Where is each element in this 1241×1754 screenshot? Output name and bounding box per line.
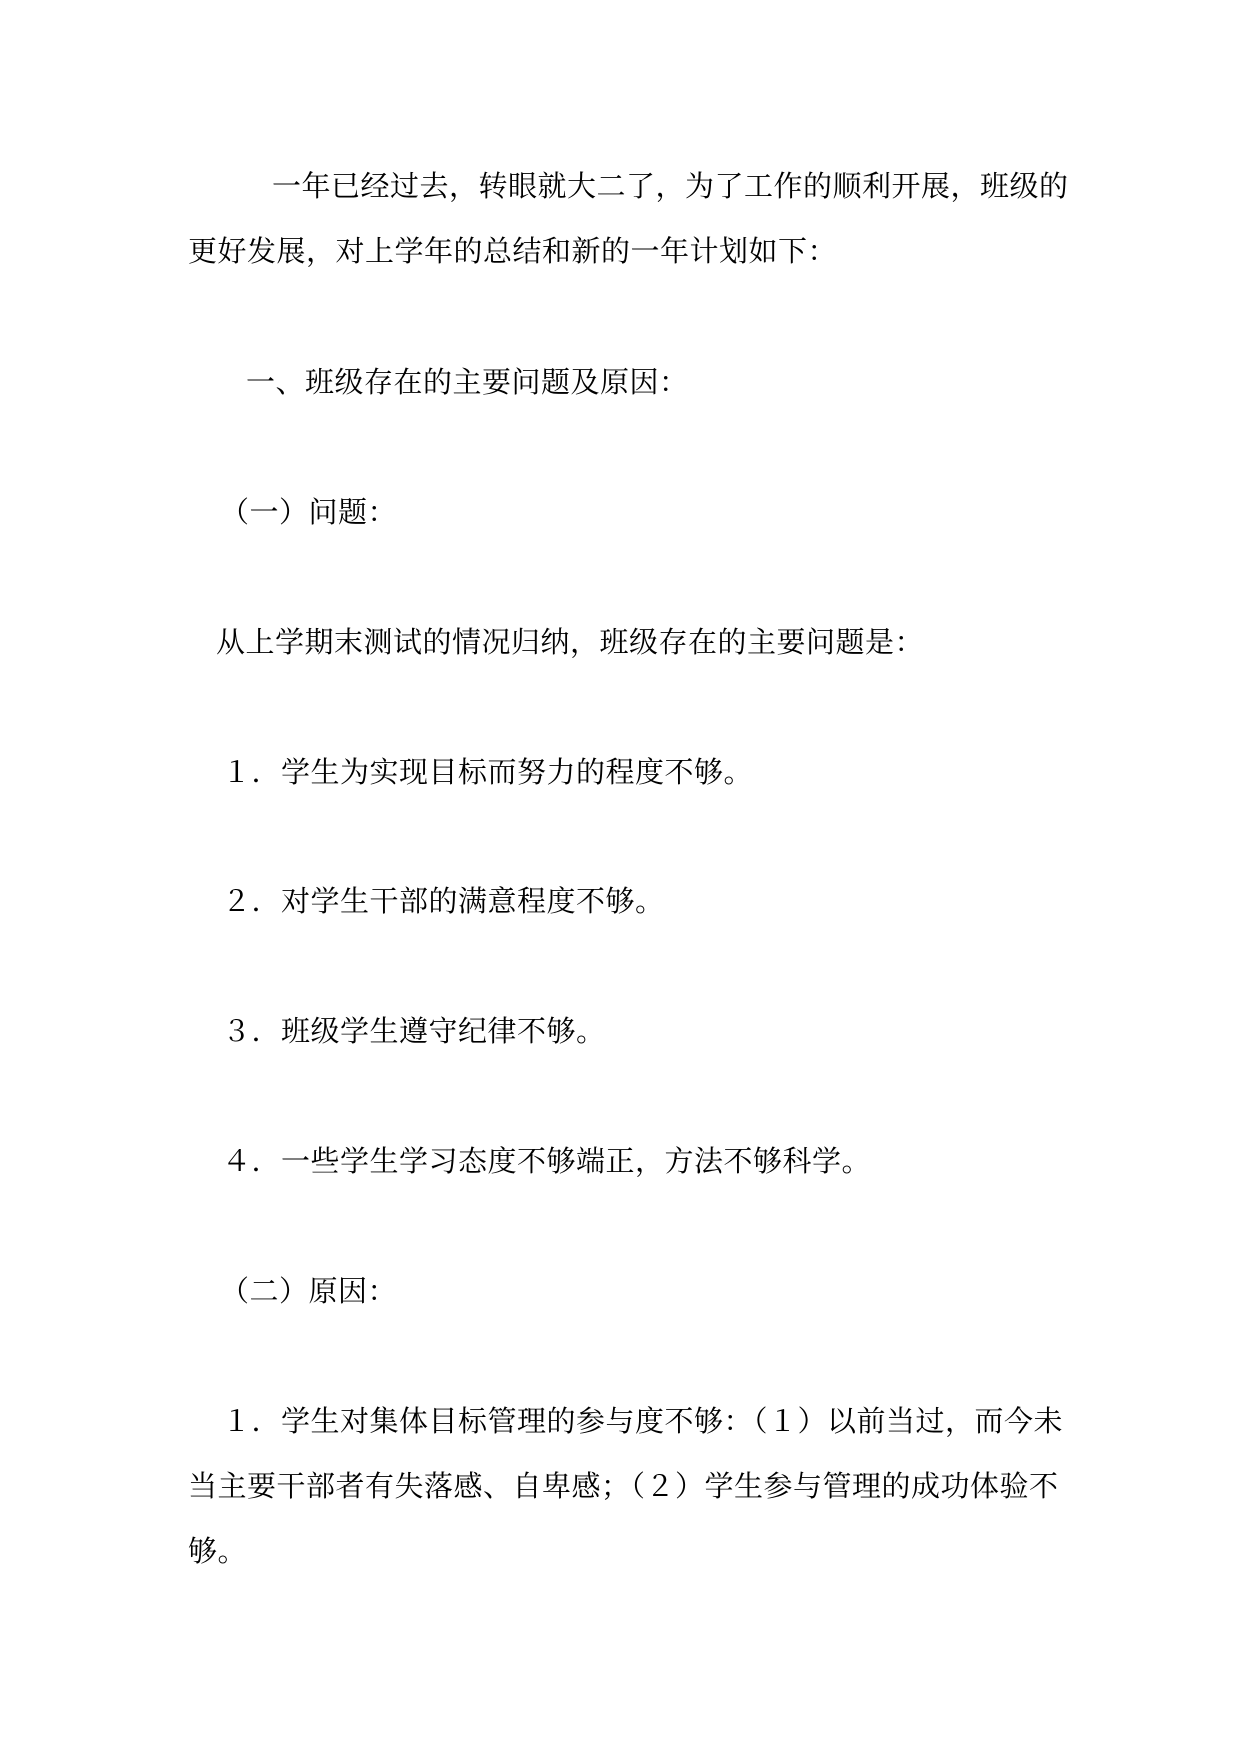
problem-item-2: ２．对学生干部的满意程度不够。 [222, 884, 665, 918]
reason-item-1-line-3: 够。 [188, 1534, 248, 1568]
problem-item-1: １．学生为实现目标而努力的程度不够。 [222, 755, 754, 789]
subsection-heading-problems: （一）问题： [220, 495, 398, 529]
problem-item-4: ４．一些学生学习态度不够端正，方法不够科学。 [222, 1144, 872, 1178]
summary-text: 从上学期末测试的情况归纳，班级存在的主要问题是： [216, 625, 925, 659]
problem-item-3: ３．班级学生遵守纪律不够。 [222, 1014, 606, 1048]
subsection-heading-reasons: （二）原因： [220, 1274, 398, 1308]
section-heading: 一、班级存在的主要问题及原因： [246, 365, 689, 399]
intro-line-2: 更好发展，对上学年的总结和新的一年计划如下： [188, 234, 838, 268]
reason-item-1-line-2: 当主要干部者有失落感、自卑感；（２）学生参与管理的成功体验不 [188, 1469, 1059, 1503]
reason-item-1-line-1: １．学生对集体目标管理的参与度不够：（１）以前当过，而今未 [222, 1404, 1064, 1438]
intro-line-1: 一年已经过去，转眼就大二了，为了工作的顺利开展，班级的 [272, 169, 1069, 203]
